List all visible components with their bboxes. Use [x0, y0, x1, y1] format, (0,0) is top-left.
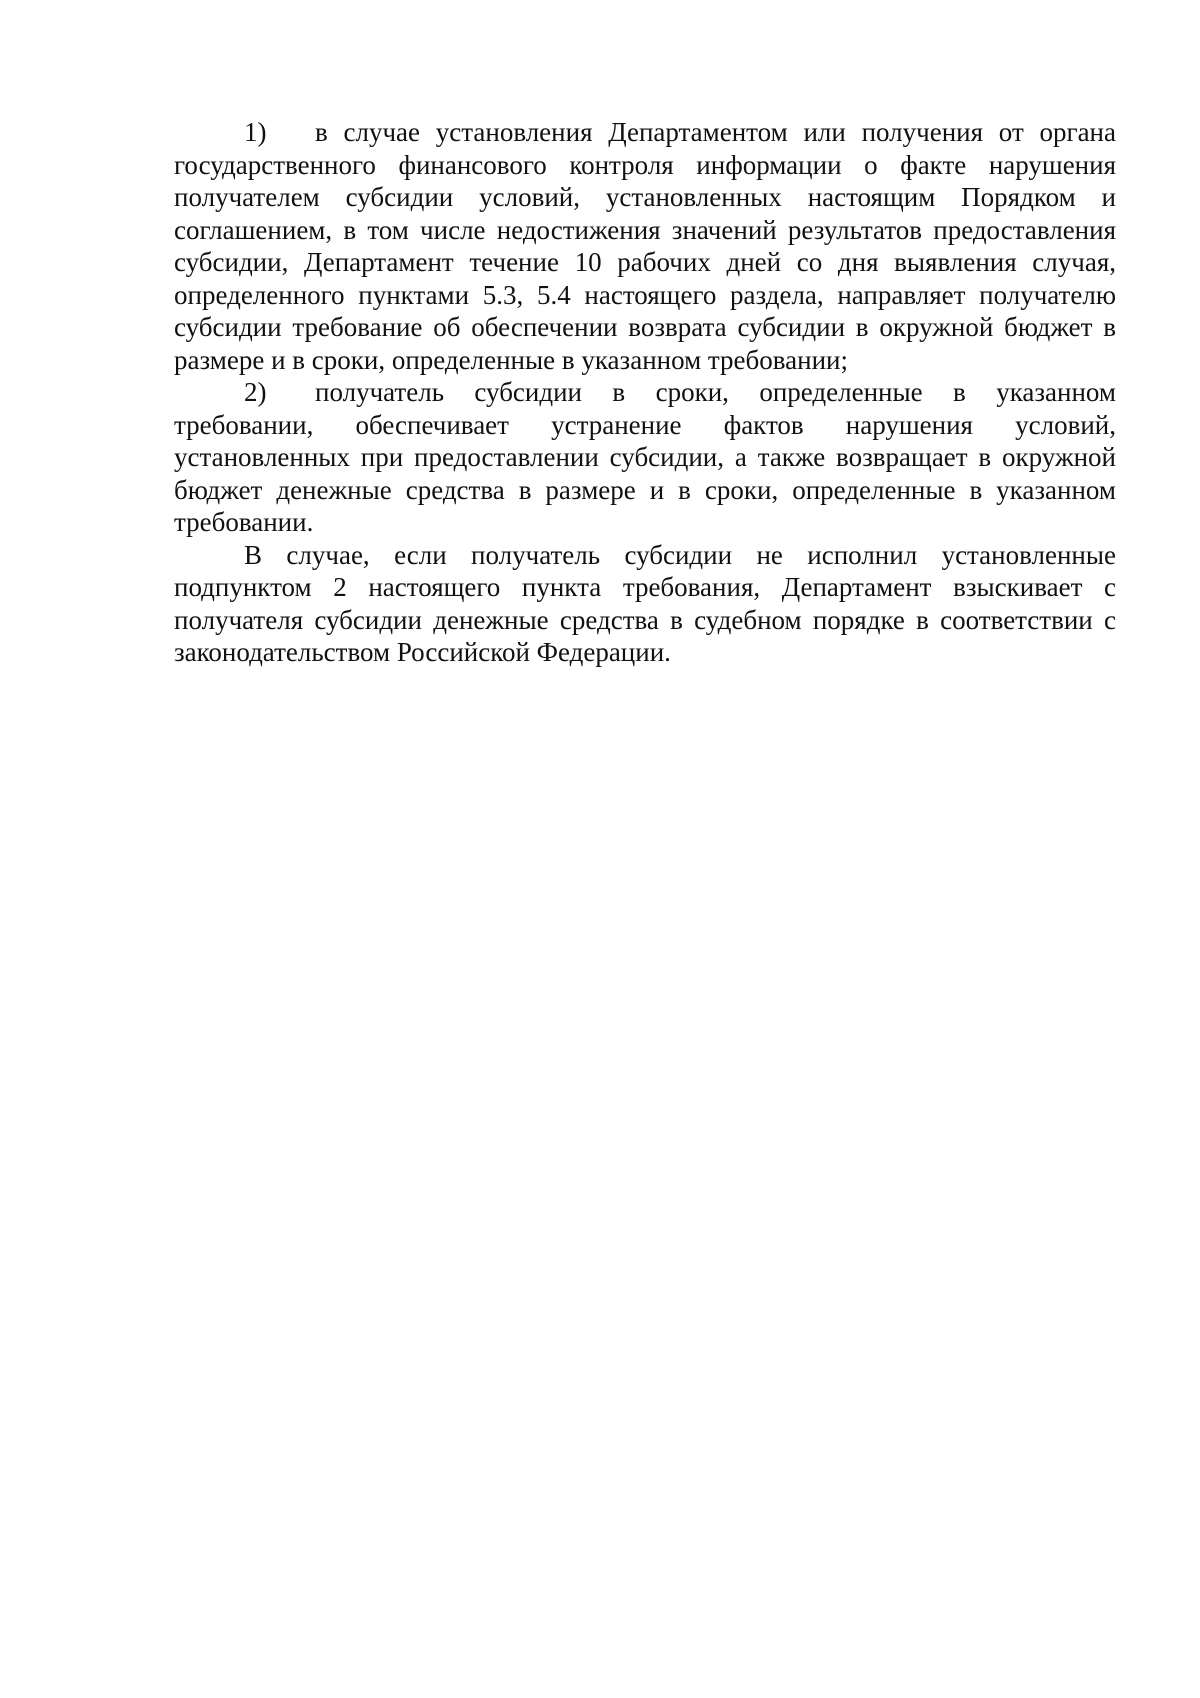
- list-item-2: [174, 376, 1116, 539]
- document-body: [174, 116, 1116, 669]
- item-text-1: в случае установления Департаментом или получения от органа государственного финансового контроля информации о факте нарушения получателем субсидии условий, установленных настоящим Порядком и соглашением, в том числе недостижения значений результатов предоставления субсидии, Департамент течение 10 рабочих дней со дня выявления случая, определенного пунктами 5.3, 5.4 настоящего раздела, направляет получателю субсидии требование об обеспечении возврата субсидии в окружной бюджет в размере и в сроки, определенные в указанном требовании;: [174, 117, 1116, 375]
- item-number-2: 2): [244, 377, 267, 407]
- list-item-1: [174, 116, 1116, 376]
- item-text-2: получатель субсидии в сроки, определенные в указанном требовании, обеспечивает устранение фактов нарушения условий, установленных при предоставлении субсидии, а также возвращает в окружной бюджет денежные средства в размере и в сроки, определенные в указанном требовании.: [174, 377, 1116, 537]
- closing-paragraph: В случае, если получатель субсидии не исполнил установленные подпунктом 2 настоящего пункта требования, Департамент взыскивает с получателя субсидии денежные средства в судебном порядке в соответствии с законодательством Российской Федерации.: [174, 539, 1116, 667]
- item-number-1: 1): [244, 117, 267, 147]
